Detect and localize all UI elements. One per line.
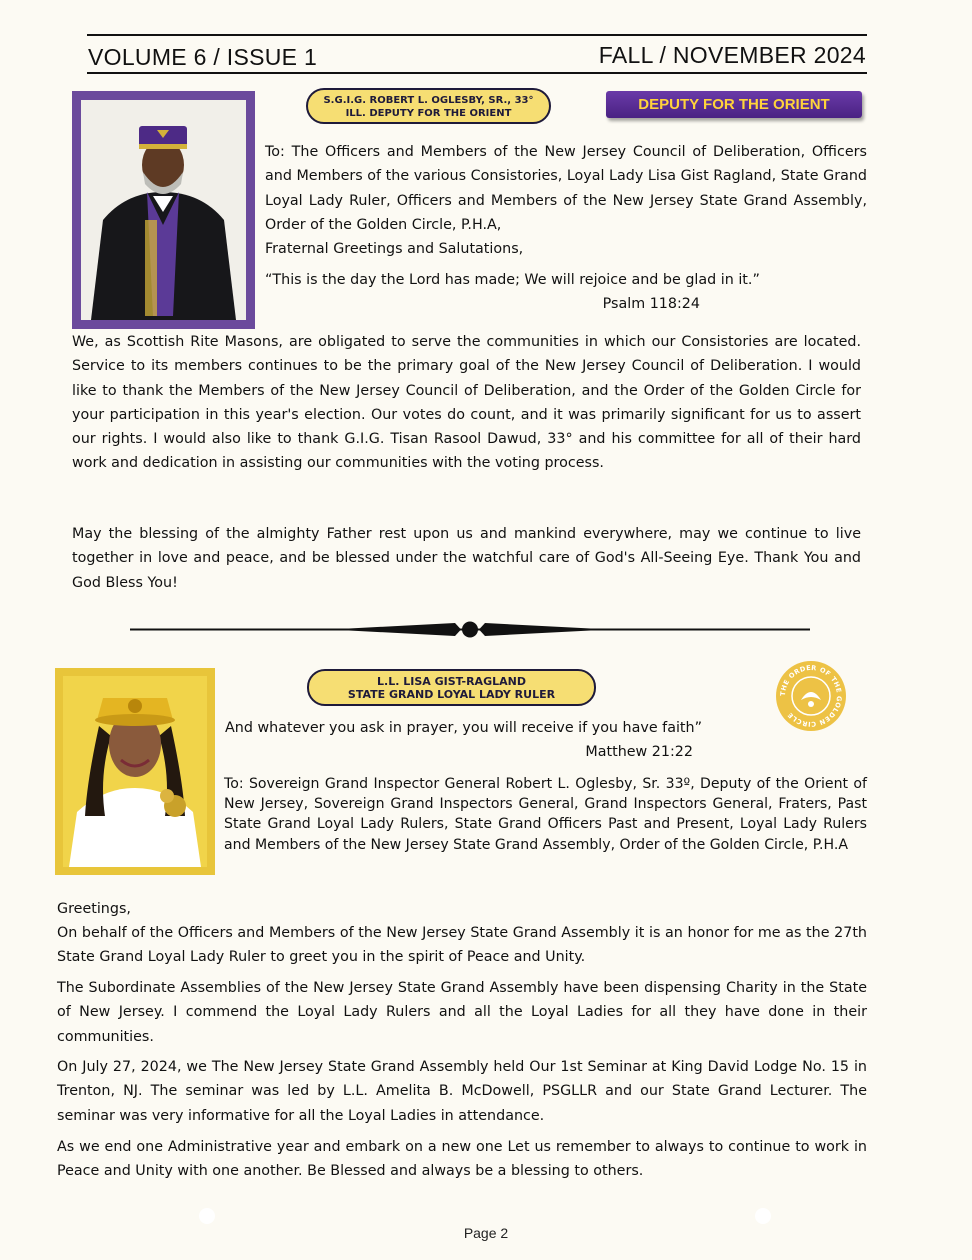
lady-ruler-quote-ref: Matthew 21:22 <box>585 744 693 760</box>
lady-ruler-paragraph-3: On July 27, 2024, we The New Jersey State Grand Assembly held Our 1st Seminar at King David Lodge No. 15 in Trenton, NJ. The seminar was led by L.L. Amelita B. McDowell, PSGLLR and our State Grand Lecturer. The seminar was very informative for all the Loyal Ladies in attendance. <box>57 1059 867 1124</box>
deputy-body-2: May the blessing of the almighty Father rest upon us and mankind everywhere, may we continue to live together in love and peace, and be blessed under the watchful care of God's All-Seeing Eye. Thank You and God Bless You! <box>72 526 861 591</box>
header-bottom-rule <box>87 72 867 74</box>
lady-ruler-title-line1: L.L. LISA GIST-RAGLAND <box>377 675 526 688</box>
footer-dot-left <box>199 1208 215 1224</box>
deputy-body-1: We, as Scottish Rite Masons, are obligated to serve the communities in which our Consistories are located. Service to its members continues to be the primary goal of the New Jersey Council of Deliberation. I would like to thank the Members of the New Jersey Council of Deliberation, and the Order of the Golden Circle for your participation in this year's election. Our votes do count, and it was primarily significant for us to assert our rights. I would also like to thank G.I.G. Tisan Rasool Dawud, 33° and his committee for all of their hard work and dedication in assisting our communities with the voting process. <box>72 334 861 472</box>
lady-ruler-address: To: Sovereign Grand Inspector General Robert L. Oglesby, Sr. 33º, Deputy of the Orient of New Jersey, Sovereign Grand Inspectors General, Grand Inspectors General, Fraters, Past State Grand Loyal Lady Rulers, State Grand Officers Past and Present, Loyal Lady Rulers and Members of the New Jersey State Grand Assembly, Order of the Golden Circle, P.H.A <box>224 776 867 853</box>
deputy-photo <box>72 91 255 329</box>
seal-text: THE ORDER OF THE GOLDEN CIRCLE <box>778 663 844 729</box>
deputy-title-line2: ILL. DEPUTY FOR THE ORIENT <box>345 108 512 119</box>
deputy-quote-ref: Psalm 118:24 <box>602 296 700 312</box>
lady-ruler-photo <box>55 668 215 875</box>
deputy-title-pill <box>306 88 551 124</box>
volume-issue: VOLUME 6 / ISSUE 1 <box>88 44 318 70</box>
deputy-greeting: Fraternal Greetings and Salutations, <box>265 241 524 257</box>
lady-ruler-paragraph-1: On behalf of the Officers and Members of the New Jersey State Grand Assembly it is an honor for me as the 27th State Grand Loyal Lady Ruler to greet you in the spirit of Peace and Unity. <box>57 925 867 966</box>
lady-ruler-title-line2: STATE GRAND LOYAL LADY RULER <box>347 688 556 701</box>
deputy-title-line1: S.G.I.G. ROBERT L. OGLESBY, SR., 33° <box>323 95 534 106</box>
lady-ruler-greeting: Greetings, <box>57 901 131 917</box>
deputy-for-the-orient-badge: DEPUTY FOR THE ORIENT <box>606 91 862 118</box>
footer-dot-right <box>755 1208 771 1224</box>
issue-date: FALL / NOVEMBER 2024 <box>598 42 866 68</box>
section-divider <box>130 618 810 642</box>
lady-ruler-title-pill <box>307 669 596 706</box>
lady-ruler-quote: And whatever you ask in prayer, you will receive if you have faith” <box>225 720 703 736</box>
deputy-quote: “This is the day the Lord has made; We will rejoice and be glad in it.” <box>265 272 760 288</box>
lady-ruler-paragraph-2: The Subordinate Assemblies of the New Jersey State Grand Assembly have been dispensing Charity in the State of New Jersey. I commend the Loyal Lady Rulers and all the Loyal Ladies for all they have done in their communities. <box>57 980 867 1045</box>
page-number: Page 2 <box>463 1225 509 1241</box>
header-top-rule <box>87 34 867 36</box>
lady-ruler-paragraph-4: As we end one Administrative year and embark on a new one Let us remember to always to continue to work in Peace and Unity with one another. Be Blessed and always be a blessing to others. <box>57 1139 867 1180</box>
deputy-address: To: The Officers and Members of the New Jersey Council of Deliberation, Officers and Members of the various Consistories, Loyal Lady Lisa Gist Ragland, State Grand Loyal Lady Ruler, Officers and Members of the New Jersey State Grand Assembly, Order of the Golden Circle, P.H.A, <box>265 144 867 233</box>
